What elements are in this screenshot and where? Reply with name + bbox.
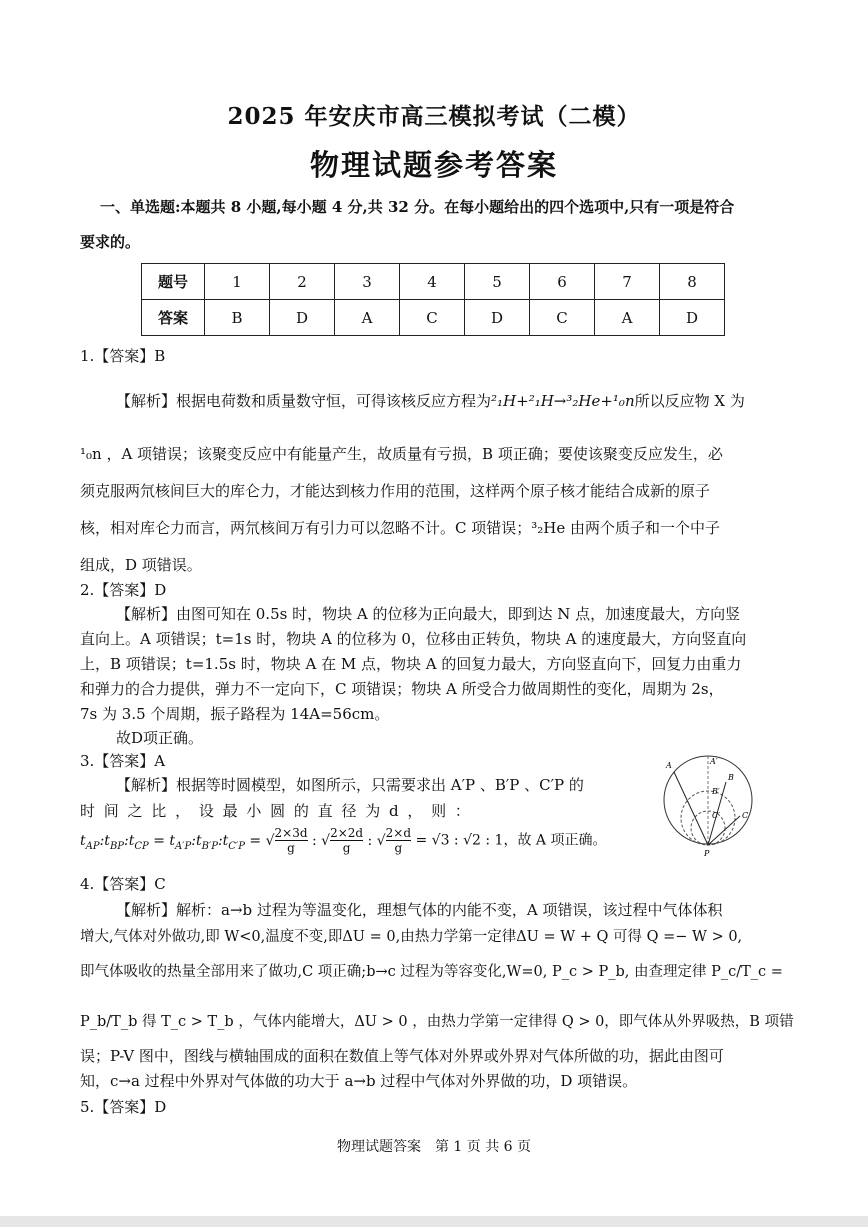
answer-cell: A <box>595 300 660 336</box>
chord-ap <box>674 772 708 845</box>
label-c: C <box>742 811 749 820</box>
q4-analysis-line4: P_b/T_b 得 T_c > T_b ，气体内能增大，ΔU > 0 ，由热力学第一定律得 Q > 0，即气体从外界吸热，B 项错 <box>80 1014 794 1030</box>
q1-heading: 1.【答案】B <box>80 347 166 365</box>
isochronous-circle-figure <box>660 748 756 858</box>
label-a-prime: A′ <box>710 757 718 766</box>
q4-heading: 4.【答案】C <box>80 875 166 893</box>
q3-analysis-line2: 时 间 之 比 ， 设 最 小 圆 的 直 径 为 d ， 则 ： <box>80 802 472 820</box>
q1-analysis-line4: 核，相对库仑力而言，两氘核间万有引力可以忽略不计。C 项错误；³₂He 由两个质子和一个中子 <box>80 519 721 537</box>
q4-analysis-line1: 【解析】解析：a→b 过程为等温变化，理想气体的内能不变，A 项错误，该过程中气体体积 <box>116 901 723 919</box>
question-number: 4 <box>400 264 465 300</box>
q1-text-pre: 【解析】根据电荷数和质量数守恒，可得该核反应方程为 <box>116 392 492 410</box>
q5-heading: 5.【答案】D <box>80 1098 167 1116</box>
section-heading-line2: 要求的。 <box>80 233 141 251</box>
q2-analysis-line3: 上，B 项错误；t=1.5s 时，物块 A 在 M 点，物块 A 的回复力最大，方向竖直向下，回复力由重力 <box>80 655 742 673</box>
question-number: 1 <box>205 264 270 300</box>
q2-analysis-line6: 故D项正确。 <box>116 729 204 747</box>
q1-equation: ²₁H+²₁H→³₂He+¹₀n <box>491 392 635 410</box>
q2-analysis-line2: 直向上。A 项错误；t=1s 时，物块 A 的位移为 0，位移由正转负，物块 A 的速度最大，方向竖直向 <box>80 630 747 648</box>
question-number: 3 <box>335 264 400 300</box>
label-a: A <box>666 761 672 770</box>
answer-cell: D <box>270 300 335 336</box>
answer-cell: A <box>335 300 400 336</box>
label-b: B <box>728 773 734 782</box>
label-b-prime: B′ <box>712 787 720 796</box>
answer-cell: B <box>205 300 270 336</box>
answer-cell: C <box>400 300 465 336</box>
question-number: 7 <box>595 264 660 300</box>
question-number: 6 <box>530 264 595 300</box>
q3-result: = √3 : √2 : 1，故 A 项正确。 <box>415 832 607 849</box>
q3-analysis-line1: 【解析】根据等时圆模型，如图所示，只需要求出 A′P 、B′P 、C′P 的 <box>116 776 584 794</box>
q2-heading: 2.【答案】D <box>80 581 167 599</box>
outer-circle <box>664 756 752 844</box>
page-footer: 物理试题答案 第 1 页 共 6 页 <box>336 1139 532 1155</box>
page-bottom-band <box>0 1216 868 1227</box>
answer-row <box>142 300 725 336</box>
q4-analysis-line2: 增大,气体对外做功,即 W<0,温度不变,即ΔU = 0,由热力学第一定律ΔU = W + Q 可得 Q =− W > 0, <box>80 929 743 945</box>
exam-title: 2025 年安庆市高三模拟考试（二模） <box>227 103 641 130</box>
question-number: 2 <box>270 264 335 300</box>
q3-sqrt-terms: √ $\frac{2\times 3d}{g}$ : √ $\frac{2\times 2d}{g}$ : √ $\frac{2\times d}{g}$ <box>265 826 412 855</box>
q3-analysis-line3 <box>80 826 606 855</box>
q2-analysis-line1: 【解析】由图可知在 0.5s 时，物块 A 的位移为正向最大，即到达 N 点，加速度最大，方向竖 <box>116 605 741 623</box>
answer-cell: D <box>660 300 725 336</box>
label-c-prime: C′ <box>712 811 720 820</box>
question-number: 5 <box>465 264 530 300</box>
q1-analysis-line2: ¹₀n ，A 项错误；该聚变反应中有能量产生，故质量有亏损，B 项正确；要使该聚变反应发生，必 <box>80 445 723 463</box>
question-number-row <box>142 264 725 300</box>
question-number: 8 <box>660 264 725 300</box>
answer-cell: C <box>530 300 595 336</box>
section-heading-line1: 一、单选题:本题共 8 小题,每小题 4 分,共 32 分。在每小题给出的四个选项中,只有一项是符合 <box>100 198 735 216</box>
q3-heading: 3.【答案】A <box>80 752 166 770</box>
q4-analysis-line6: 知，c→a 过程中外界对气体做的功大于 a→b 过程中气体对外界做的功，D 项错误。 <box>80 1072 638 1090</box>
q4-analysis-line3: 即气体吸收的热量全部用来了做功,C 项正确;b→c 过程为等容变化,W=0, P_c > P_b, 由查理定律 P_c/T_c = <box>80 964 783 980</box>
q1-analysis-line5: 组成，D 项错误。 <box>80 556 202 574</box>
q2-analysis-line4: 和弹力的合力提供，弹力不一定向下，C 项错误；物块 A 所受合力做周期性的变化，周期为 2s， <box>80 680 724 698</box>
answer-table <box>141 263 725 336</box>
q4-analysis-line5: 误；P-V 图中，图线与横轴围成的面积在数值上等气体对外界或外界对气体所做的功，据此由图可 <box>80 1047 724 1065</box>
q1-text-post: 所以反应物 X 为 <box>634 392 745 410</box>
q1-analysis-line3: 须克服两氘核间巨大的库仑力，才能达到核力作用的范围，这样两个原子核才能结合成新的原子 <box>80 482 711 500</box>
answer-title: 物理试题参考答案 <box>309 148 558 182</box>
q3-time-ratio-symbol: $t_{AP}:t_{BP}:t_{CP}$ = $t_{A'P}:t_{B'P}:t_{C'P}$ = <box>80 832 262 852</box>
row-label-question: 题号 <box>142 264 205 300</box>
row-label-answer: 答案 <box>142 300 205 336</box>
q2-analysis-line5: 7s 为 3.5 个周期，振子路程为 14A=56cm。 <box>80 705 390 723</box>
label-p: P <box>704 849 710 858</box>
q1-analysis-line1 <box>116 390 745 411</box>
answer-cell: D <box>465 300 530 336</box>
